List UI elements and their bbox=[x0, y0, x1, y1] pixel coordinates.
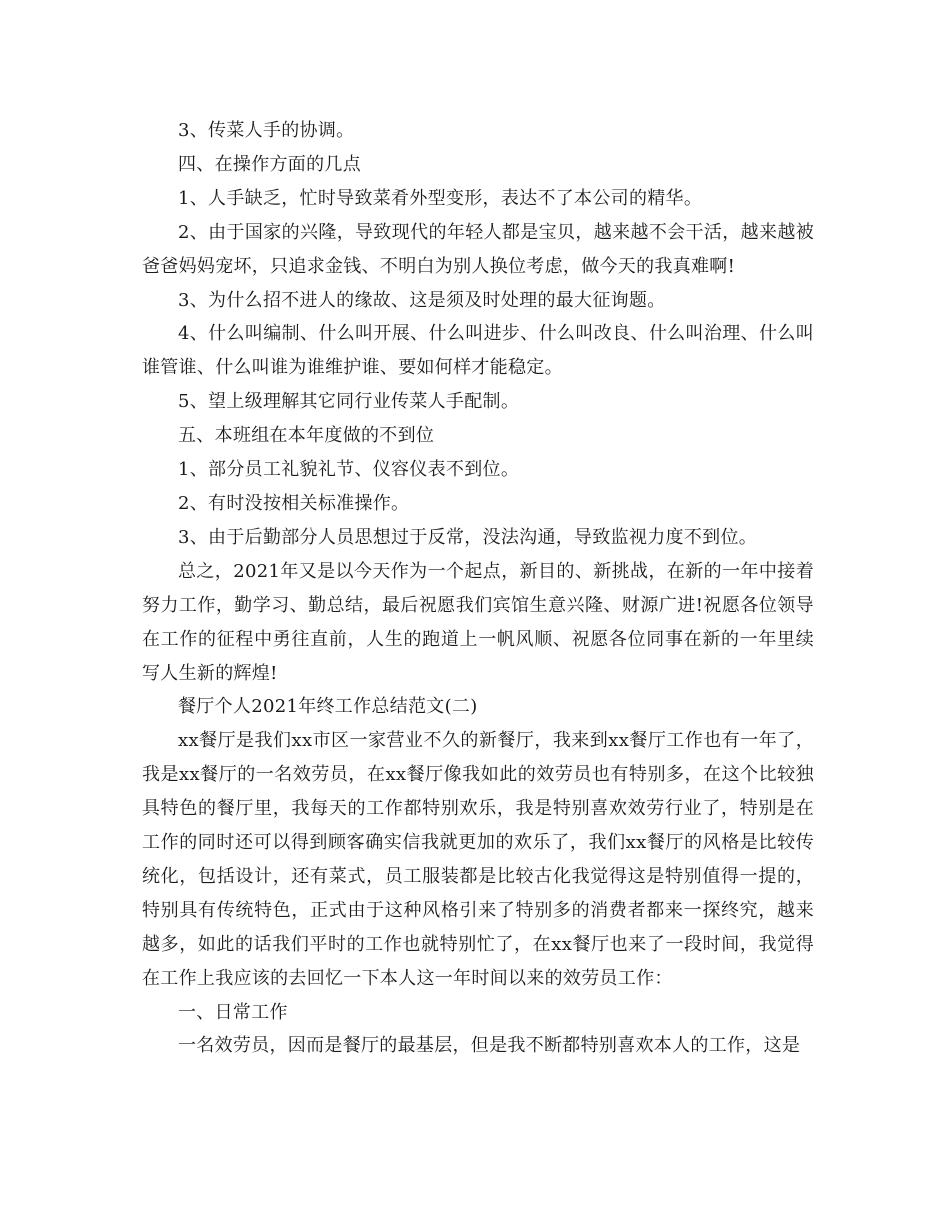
document-body bbox=[142, 114, 814, 1063]
paragraph: 3、传菜人手的协调。 bbox=[178, 120, 355, 141]
paragraph: 1、人手缺乏，忙时导致菜肴外型变形，表达不了本公司的精华。 bbox=[178, 187, 703, 209]
section-heading: 四、在操作方面的几点 bbox=[178, 153, 361, 175]
paragraph: 3、为什么招不进人的缘故、这是须及时处理的最大征询题。 bbox=[178, 289, 666, 311]
section-heading: 五、本班组在本年度做的不到位 bbox=[178, 425, 435, 447]
paragraph: 3、由于后勤部分人员思想过于反常，没法沟通，导致监视力度不到位。 bbox=[178, 526, 758, 548]
paragraph: xx餐厅是我们xx市区一家营业不久的新餐厅，我来到xx餐厅工作也有一年了，我是xx餐厅的一名效劳员，在xx餐厅像我如此的效劳员也有特别多，在这个比较独具特色的餐厅里，我每天的工作都特别欢乐，我是特别喜欢效劳行业了，特别是在工作的同时还可以得到顾客确实信我就更加的欢乐了，我们xx餐厅的风格是比较传统化，包括设计，还有菜式，员工服装都是比较古化我觉得这是特别值得一提的，特别具有传统特色，正式由于这种风格引来了特别多的消费者都来一探终究，越来越多，如此的话我们平时的工作也就特别忙了，在xx餐厅也来了一段时间，我觉得在工作上我应该的去回忆一下本人这一年时间以来的效劳员工作： bbox=[142, 730, 814, 989]
paragraph: 1、部分员工礼貌礼节、仪容仪表不到位。 bbox=[178, 459, 520, 481]
paragraph: 总之，2021年又是以今天作为一个起点，新目的、新挑战，在新的一年中接着努力工作，勤学习、勤总结，最后祝愿我们宾馆生意兴隆、财源广进!祝愿各位领导在工作的征程中勇往直前，人生的跑道上一帆风顺、祝愿各位同事在新的一年里续写人生新的辉煌! bbox=[142, 560, 814, 684]
section-heading: 一、日常工作 bbox=[178, 1001, 288, 1023]
paragraph: 5、望上级理解其它同行业传菜人手配制。 bbox=[178, 391, 520, 413]
paragraph: 2、有时没按相关标准操作。 bbox=[178, 492, 410, 514]
paragraph: 2、由于国家的兴隆，导致现代的年轻人都是宝贝，越来越不会干活，越来越被爸爸妈妈宠坏，只追求金钱、不明白为别人换位考虑，做今天的我真难啊! bbox=[142, 221, 814, 277]
document-subtitle: 餐厅个人2021年终工作总结范文(二) bbox=[178, 696, 478, 718]
paragraph: 一名效劳员，因而是餐厅的最基层，但是我不断都特别喜欢本人的工作，这是 bbox=[178, 1035, 801, 1057]
paragraph: 4、什么叫编制、什么叫开展、什么叫进步、什么叫改良、什么叫治理、什么叫谁管谁、什么叫谁为谁维护谁、要如何样才能稳定。 bbox=[142, 323, 814, 379]
